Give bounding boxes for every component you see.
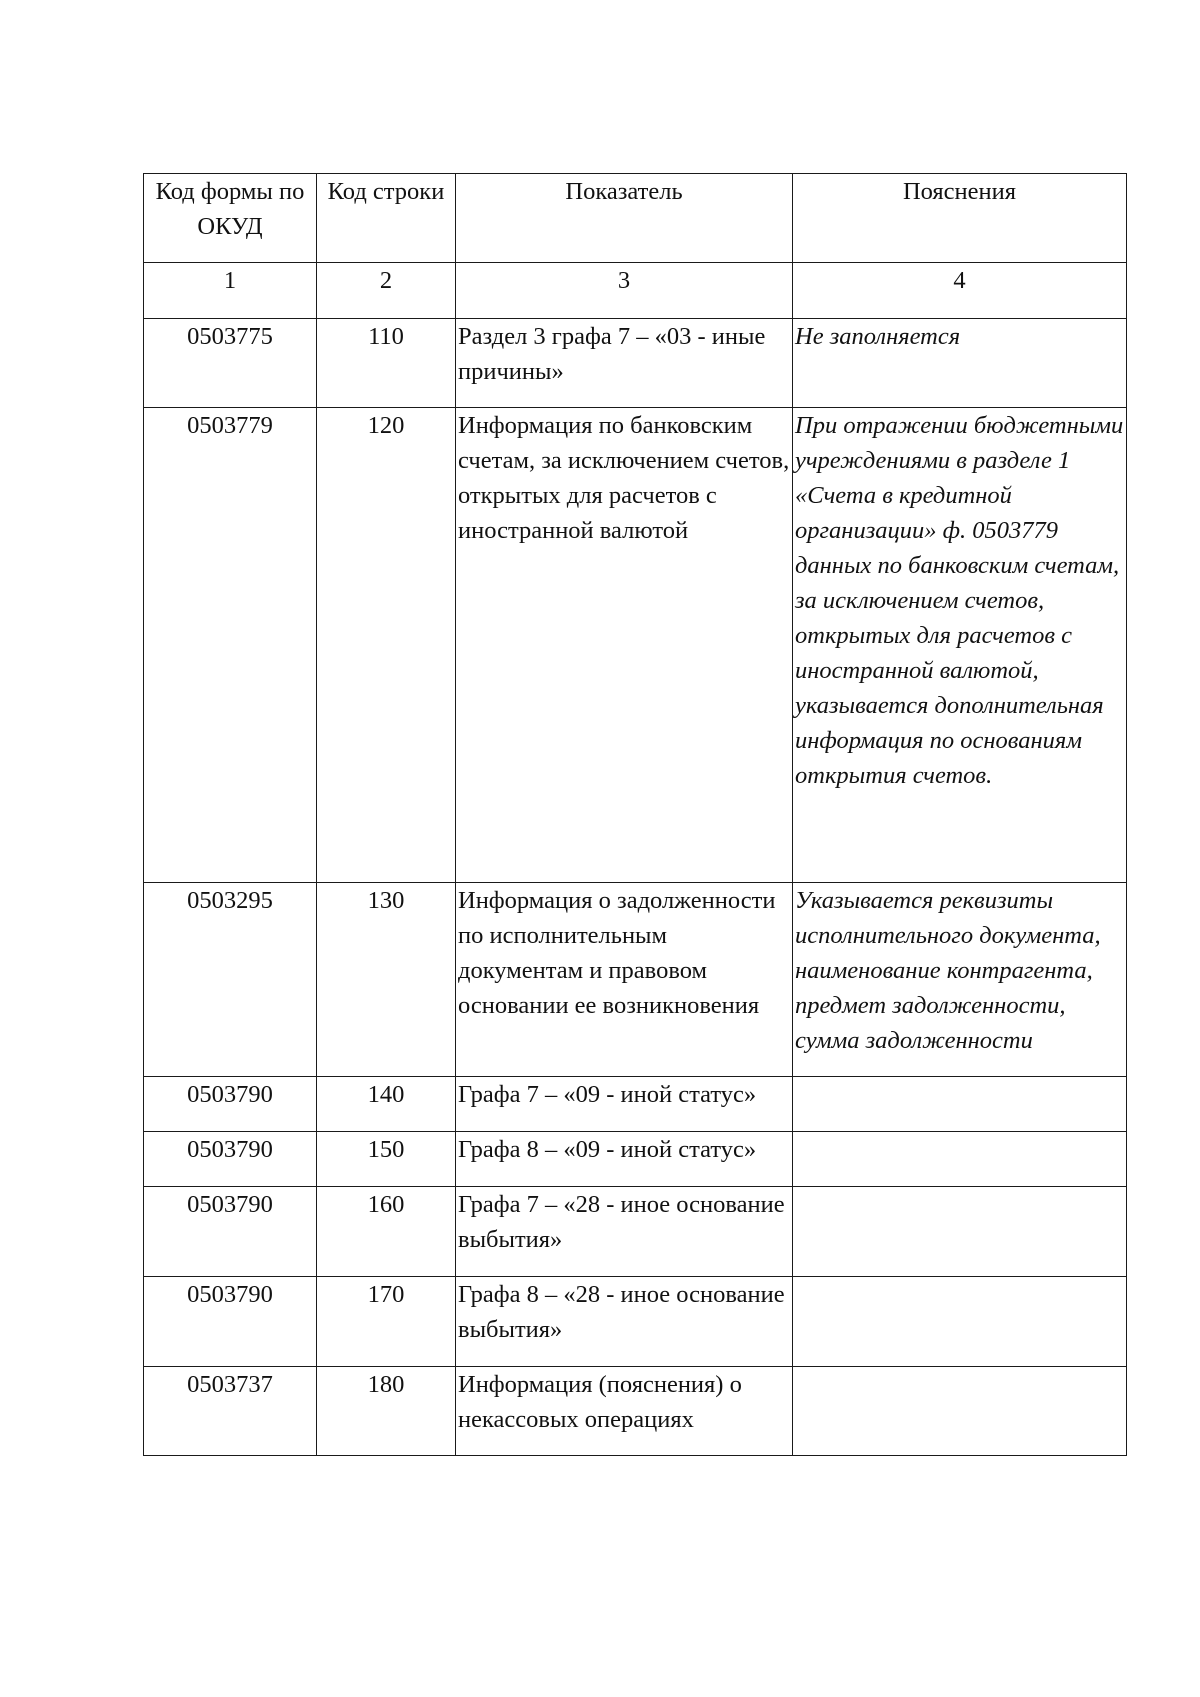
table-row: [144, 883, 1127, 1077]
column-number: 1: [144, 263, 317, 319]
table-row: [144, 1277, 1127, 1367]
column-number: 3: [456, 263, 793, 319]
indicator-cell: Графа 7 – «09 - иной статус»: [456, 1077, 793, 1132]
explanation-cell: [793, 1277, 1127, 1367]
table-row: [144, 1077, 1127, 1132]
line-code-cell: 160: [317, 1187, 456, 1277]
indicator-cell: Информация по банковским счетам, за исключением счетов, открытых для расчетов с иностранной валютой: [456, 408, 793, 883]
explanation-cell: [793, 1187, 1127, 1277]
line-code-cell: 120: [317, 408, 456, 883]
okud-code-cell: 0503779: [144, 408, 317, 883]
indicator-cell: Графа 8 – «09 - иной статус»: [456, 1132, 793, 1187]
okud-code-cell: 0503295: [144, 883, 317, 1077]
line-code-cell: 140: [317, 1077, 456, 1132]
table-row: [144, 319, 1127, 408]
table-row: [144, 1367, 1127, 1456]
line-code-cell: 150: [317, 1132, 456, 1187]
explanation-cell: [793, 1132, 1127, 1187]
line-code-cell: 170: [317, 1277, 456, 1367]
header-okud-code: Код формы по ОКУД: [144, 174, 317, 263]
column-numbers-row: [144, 263, 1127, 319]
header-explanations: Пояснения: [793, 174, 1127, 263]
okud-code-cell: 0503790: [144, 1132, 317, 1187]
indicator-cell: Раздел 3 графа 7 – «03 - иные причины»: [456, 319, 793, 408]
line-code-cell: 130: [317, 883, 456, 1077]
okud-code-cell: 0503790: [144, 1187, 317, 1277]
column-number: 4: [793, 263, 1127, 319]
explanation-cell: Не заполняется: [793, 319, 1127, 408]
okud-code-cell: 0503790: [144, 1277, 317, 1367]
okud-code-cell: 0503790: [144, 1077, 317, 1132]
table-row: [144, 1132, 1127, 1187]
table-row: [144, 408, 1127, 883]
indicator-cell: Графа 8 – «28 - иное основание выбытия»: [456, 1277, 793, 1367]
table-header-row: [144, 174, 1127, 263]
indicator-cell: Графа 7 – «28 - иное основание выбытия»: [456, 1187, 793, 1277]
table-row: [144, 1187, 1127, 1277]
okud-code-cell: 0503775: [144, 319, 317, 408]
explanations-table: [143, 173, 1127, 1456]
okud-code-cell: 0503737: [144, 1367, 317, 1456]
header-indicator: Показатель: [456, 174, 793, 263]
line-code-cell: 110: [317, 319, 456, 408]
explanation-cell: Указывается реквизиты исполнительного документа, наименование контрагента, предмет задолженности, сумма задолженности: [793, 883, 1127, 1077]
explanation-cell: [793, 1077, 1127, 1132]
explanation-cell: При отражении бюджетными учреждениями в разделе 1 «Счета в кредитной организации» ф. 0503779 данных по банковским счетам, за исключением счетов, открытых для расчетов с иностранной валютой, указывается дополнительная информация по основаниям открытия счетов.: [793, 408, 1127, 883]
indicator-cell: Информация (пояснения) о некассовых операциях: [456, 1367, 793, 1456]
header-line-code: Код строки: [317, 174, 456, 263]
explanation-cell: [793, 1367, 1127, 1456]
indicator-cell: Информация о задолженности по исполнительным документам и правовом основании ее возникновения: [456, 883, 793, 1077]
line-code-cell: 180: [317, 1367, 456, 1456]
column-number: 2: [317, 263, 456, 319]
